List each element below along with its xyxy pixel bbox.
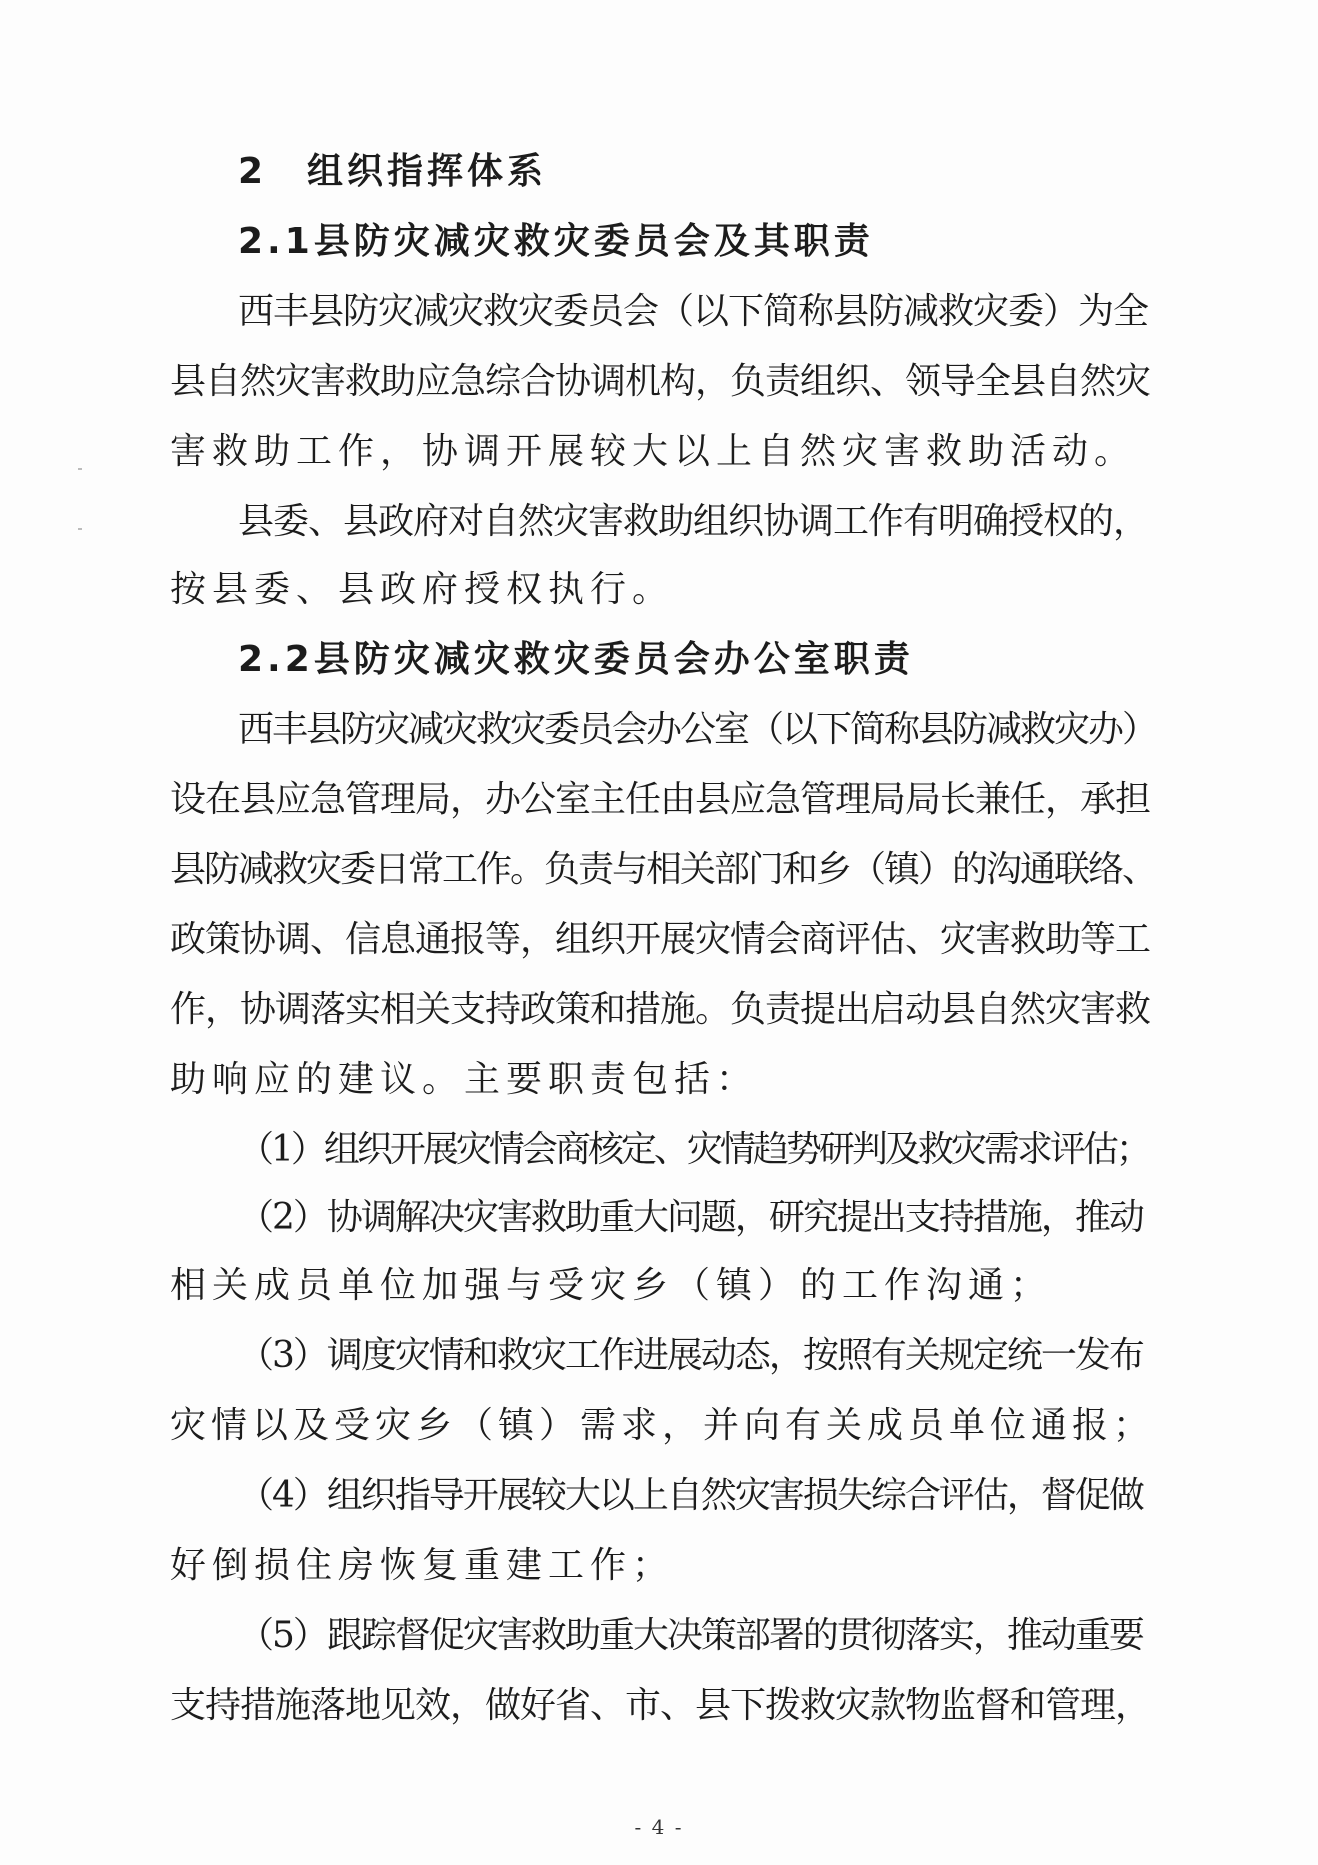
- duty-item-2: （2）协调解决灾害救助重大问题，研究提出支持措施，推动: [238, 1197, 1143, 1238]
- duty-item-3-cont: 灾情以及受灾乡（镇）需求，并向有关成员单位通报；: [170, 1405, 1155, 1446]
- duty-item-4-cont: 好倒损住房恢复重建工作；: [170, 1545, 675, 1586]
- section-heading: 2 组织指挥体系: [238, 151, 548, 192]
- paragraph-line: 助响应的建议。主要职责包括：: [170, 1059, 759, 1100]
- subsection-heading-2-2: 2.2县防灾减灾救灾委员会办公室职责: [238, 639, 914, 680]
- duty-item-4: （4）组织指导开展较大以上自然灾害损失综合评估，督促做: [238, 1475, 1143, 1516]
- page-number: - 4 -: [634, 1815, 684, 1839]
- paragraph-line: 县自然灾害救助应急综合协调机构，负责组织、领导全县自然灾: [170, 361, 1151, 402]
- paragraph-line: 按县委、县政府授权执行。: [170, 569, 675, 610]
- paragraph-line: 县防减救灾委日常工作。负责与相关部门和乡（镇）的沟通联络、: [170, 849, 1157, 890]
- duty-item-2-cont: 相关成员单位加强与受灾乡（镇）的工作沟通；: [170, 1265, 1053, 1306]
- paragraph-line: 作，协调落实相关支持政策和措施。负责提出启动县自然灾害救: [170, 989, 1151, 1030]
- paragraph-line: 西丰县防灾减灾救灾委员会办公室（以下简称县防减救灾办）: [238, 709, 1157, 750]
- scan-artifact: [78, 468, 82, 470]
- duty-item-1: （1）组织开展灾情会商核定、灾情趋势研判及救灾需求评估；: [238, 1129, 1149, 1170]
- scan-artifact: [78, 528, 82, 530]
- paragraph-line: 西丰县防灾减灾救灾委员会（以下简称县防减救灾委）为全: [238, 291, 1149, 332]
- paragraph-line: 县委、县政府对自然灾害救助组织协调工作有明确授权的，: [238, 501, 1149, 542]
- subsection-heading-2-1: 2.1县防灾减灾救灾委员会及其职责: [238, 221, 874, 262]
- paragraph-line: 设在县应急管理局，办公室主任由县应急管理局局长兼任，承担: [170, 779, 1151, 820]
- duty-item-5: （5）跟踪督促灾害救助重大决策部署的贯彻落实，推动重要: [238, 1615, 1143, 1656]
- paragraph-line: 政策协调、信息通报等，组织开展灾情会商评估、灾害救助等工: [170, 919, 1151, 960]
- paragraph-line: 害救助工作，协调开展较大以上自然灾害救助活动。: [170, 431, 1137, 472]
- duty-item-5-cont: 支持措施落地见效，做好省、市、县下拨救灾款物监督和管理，: [170, 1685, 1151, 1726]
- duty-item-3: （3）调度灾情和救灾工作进展动态，按照有关规定统一发布: [238, 1335, 1143, 1376]
